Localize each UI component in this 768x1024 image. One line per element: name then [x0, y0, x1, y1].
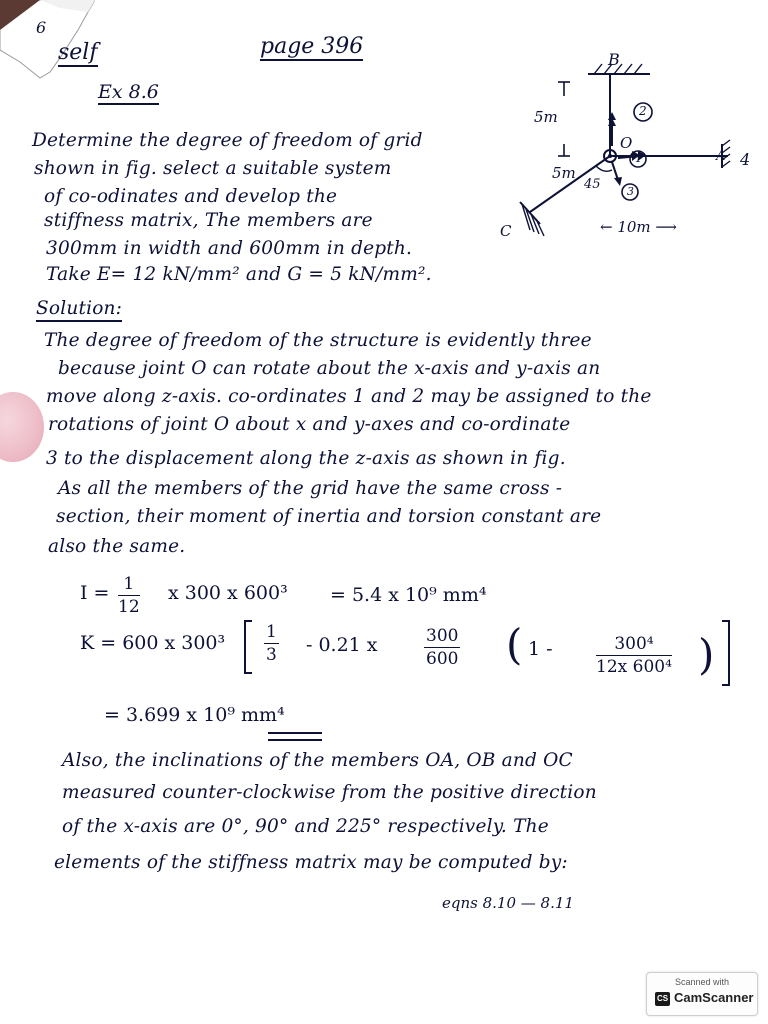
label-5m-vertical: 5m [534, 108, 558, 126]
label-45: 45 [584, 177, 601, 192]
label-o: O [620, 134, 633, 152]
eq-k-frac2 [424, 626, 460, 669]
eq-k-close-paren: ) [698, 630, 715, 679]
eq-k-frac3-den: 12x 600⁴ [596, 657, 672, 677]
eq-k-frac1-den: 3 [266, 645, 277, 665]
label-5m-diagonal: 5m [552, 164, 576, 182]
watermark-brand: CamScanner [674, 990, 754, 1005]
closing-line: of the x-axis are 0°, 90° and 225° respectively. The [62, 816, 549, 837]
eqn-reference: eqns 8.10 — 8.11 [442, 894, 574, 912]
double-underline [266, 730, 326, 744]
eq-k-lhs: K = 600 x 300³ [80, 632, 226, 654]
solution-line: also the same. [48, 536, 186, 557]
problem-line: 300mm in width and 600mm in depth. [46, 238, 413, 259]
finger-shadow [0, 392, 44, 462]
eq-k-frac1 [264, 622, 279, 665]
camscanner-logo-icon: CS [655, 992, 670, 1006]
eq-k-frac3 [596, 634, 672, 677]
corner-mark: 6 [36, 18, 47, 37]
eq-i-rhs: x 300 x 600³ [168, 582, 288, 604]
eq-i-fraction [118, 574, 140, 617]
closing-line: measured counter-clockwise from the positive direction [62, 782, 597, 803]
solution-line: As all the members of the grid have the same cross - [58, 478, 563, 499]
eq-k-frac2-num: 300 [426, 626, 459, 646]
problem-line: of co-odinates and develop the [44, 186, 338, 207]
label-a: A [716, 149, 726, 164]
eq-k-frac2-den: 600 [426, 649, 459, 669]
label-b: B [608, 50, 620, 69]
example-label: Ex 8.6 [98, 81, 159, 103]
label-10m: ← 10m ⟶ [600, 218, 677, 236]
coord-3-label: 3 [627, 185, 634, 198]
camscanner-watermark [646, 972, 758, 1016]
problem-line: Take E= 12 kN/mm² and G = 5 kN/mm². [46, 264, 432, 285]
label-4: 4 [740, 150, 751, 169]
self-label: self [58, 40, 98, 65]
eq-k-frac1-num: 1 [266, 622, 277, 642]
solution-heading: Solution: [36, 300, 122, 322]
eq-k-frac3-num: 300⁴ [596, 634, 672, 656]
eq-k-result: = 3.699 x 10⁹ mm⁴ [104, 704, 285, 726]
label-c: C [500, 222, 512, 240]
coord-2-label: 2 [639, 104, 647, 118]
closing-line: Also, the inclinations of the members OA, OB and OC [62, 750, 573, 771]
solution-line: because joint O can rotate about the x-axis and y-axis an [58, 358, 601, 379]
problem-line: stiffness matrix, The members are [44, 210, 373, 231]
eq-i-frac-num: 1 [118, 574, 140, 596]
solution-line: move along z-axis. co-ordinates 1 and 2 may be assigned to the [46, 386, 652, 407]
eq-i-result: = 5.4 x 10⁹ mm⁴ [330, 584, 487, 606]
grid-figure [500, 52, 768, 252]
watermark-top-text: Scanned with [674, 977, 730, 987]
eq-k-minus-coef: - 0.21 x [306, 634, 378, 656]
eq-k-right-bracket [722, 620, 730, 686]
eq-k-open-paren: ( [506, 620, 523, 669]
solution-line: 3 to the displacement along the z-axis as shown in fig. [46, 448, 566, 469]
closing-line: elements of the stiffness matrix may be computed by: [54, 852, 568, 873]
page-label: page 396 [260, 34, 364, 59]
eq-k-left-bracket [244, 620, 252, 674]
solution-line: section, their moment of inertia and torsion constant are [56, 506, 602, 527]
solution-line: The degree of freedom of the structure is evidently three [44, 330, 592, 351]
problem-line: Determine the degree of freedom of grid [32, 130, 423, 151]
problem-line: shown in fig. select a suitable system [34, 158, 392, 179]
coord-1-label: 1 [635, 152, 642, 165]
solution-line: rotations of joint O about x and y-axes and co-ordinate [48, 414, 571, 435]
eq-i-frac-den: 12 [118, 597, 140, 617]
eq-k-paren-one: 1 - [528, 638, 553, 660]
eq-i-lhs: I = [80, 582, 110, 604]
